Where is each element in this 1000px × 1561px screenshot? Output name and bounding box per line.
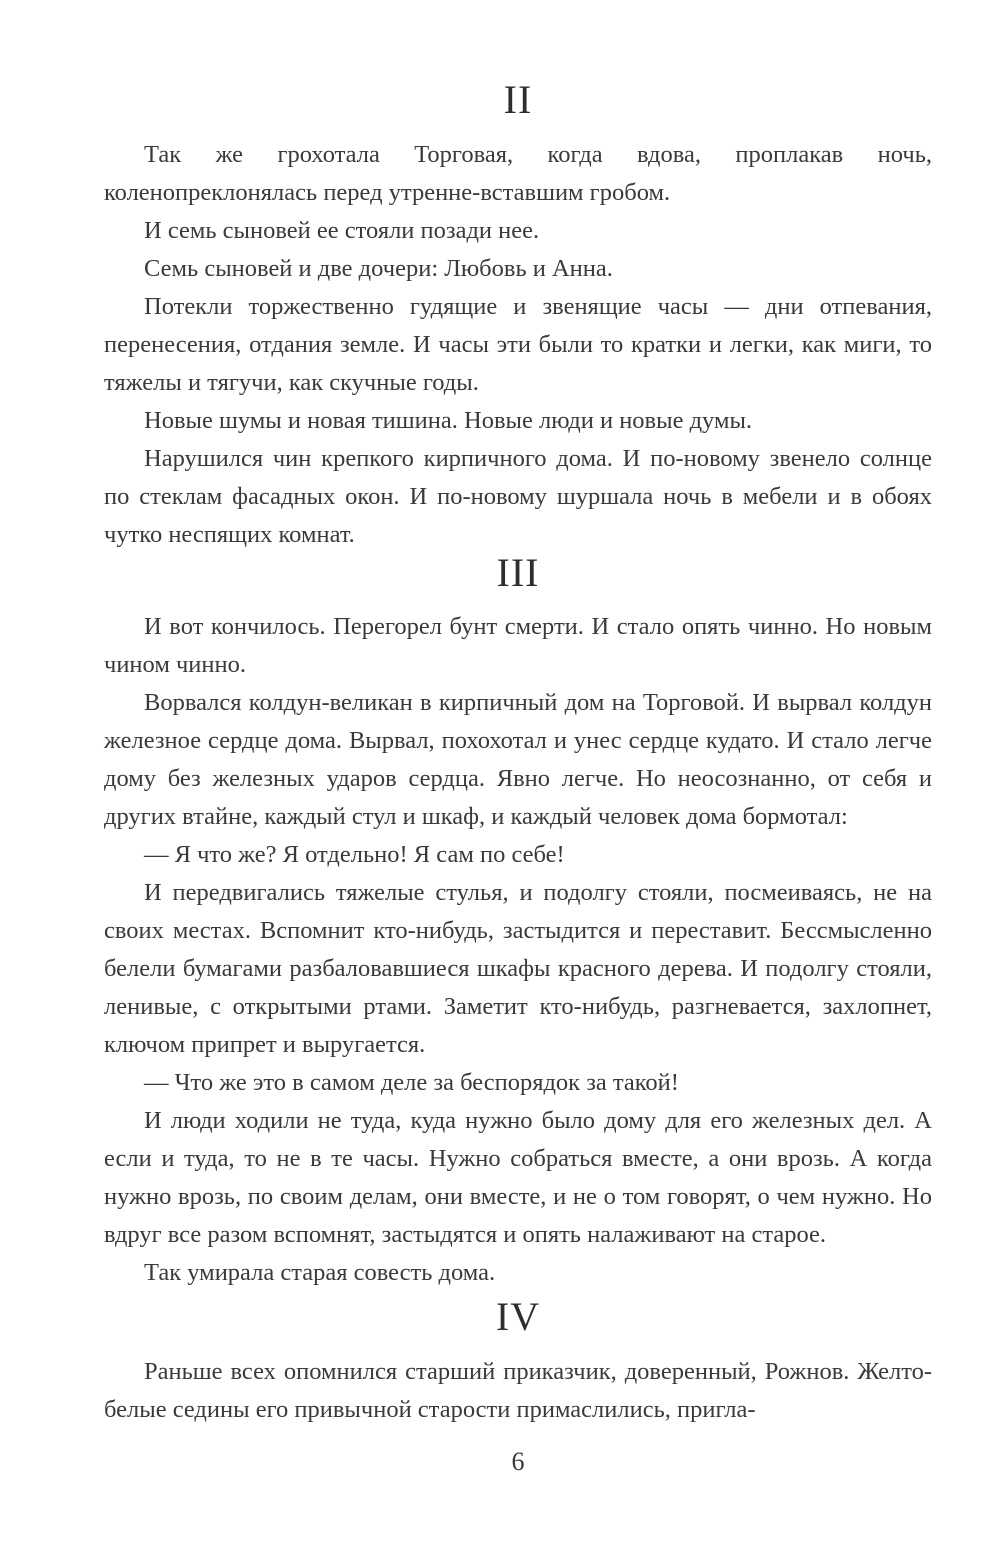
paragraph: Семь сыновей и две дочери: Любовь и Анна.	[144, 255, 613, 282]
paragraph: И семь сыновей ее стояли позади нее.	[144, 217, 540, 244]
section-heading-ii: II	[503, 77, 533, 122]
section-ii-body	[104, 136, 932, 554]
paragraph: Новые шумы и новая тишина. Новые люди и новые думы.	[144, 407, 753, 434]
paragraph: И люди ходили не туда, куда нужно было дому для его железных дел. А если и туда, то не в те часы. Нужно собраться вместе, а они врозь. А когда нужно врозь, по своим делам, они вместе, и не о том говорят, о чем нужно. Но вдруг все разом вспомнят, застыдятся и опять налаживают на старое.	[104, 1107, 932, 1248]
section-iii-body	[104, 608, 932, 1292]
paragraph: Нарушился чин крепкого кирпичного дома. И по-новому звенело солнце по стеклам фасадных окон. И по-новому шуршала ночь в мебели и в обоях чутко неспящих комнат.	[104, 445, 932, 548]
dialogue-line: — Я что же? Я отдельно! Я сам по себе!	[144, 841, 565, 868]
paragraph: И вот кончилось. Перегорел бунт смерти. И стало опять чинно. Но новым чином чинно.	[104, 613, 932, 678]
paragraph: И передвигались тяжелые стулья, и подолгу стояли, посмеиваясь, не на своих местах. Вспомнит кто-нибудь, застыдится и переставит. Бессмысленно белели бумагами разбаловавшиеся шкафы красного дерева. И подолгу стояли, ленивые, с открытыми ртами. Заметит кто-нибудь, разгневается, захлопнет, ключом припрет и выругается.	[104, 879, 932, 1058]
paragraph: Раньше всех опомнился старший приказчик, доверенный, Рожнов. Желто-белые седины его привычной старости примаслились, пригла-	[104, 1358, 932, 1423]
section-heading-iv: IV	[495, 1294, 541, 1339]
paragraph: Ворвался колдун-великан в кирпичный дом на Торговой. И вырвал колдун железное сердце дома. Вырвал, похохотал и унес сердце кудато. И стало легче дому без железных ударов сердца. Явно легче. Но неосознанно, от себя и других втайне, каждый стул и шкаф, и каждый человек дома бормотал:	[104, 689, 932, 830]
paragraph: Так умирала старая совесть дома.	[144, 1259, 496, 1286]
paragraph: Потекли торжественно гудящие и звенящие часы — дни отпевания, перенесения, отдания земле. И часы эти были то кратки и легки, как миги, то тяжелы и тягучи, как скучные годы.	[104, 293, 932, 396]
paragraph: Так же грохотала Торговая, когда вдова, проплакав ночь, коленопреклонялась перед утренне-вставшим гробом.	[104, 141, 932, 206]
dialogue-line: — Что же это в самом деле за беспорядок за такой!	[144, 1069, 679, 1096]
page-number: 6	[511, 1447, 525, 1476]
section-heading-iii: III	[496, 550, 540, 595]
section-iv-body	[104, 1353, 932, 1429]
